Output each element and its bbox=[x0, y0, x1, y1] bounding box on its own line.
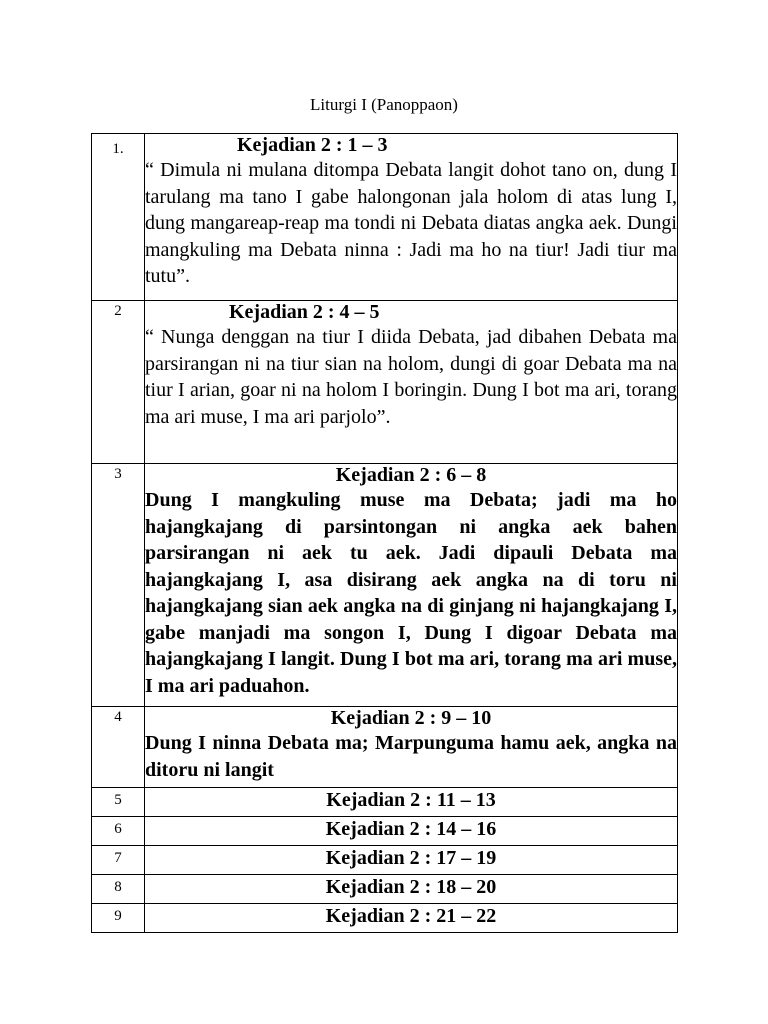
row-number: 9 bbox=[92, 904, 145, 933]
row-content bbox=[145, 846, 678, 875]
passage-text: “ Dimula ni mulana ditompa Debata langit dohot tano on, dung I tarulang ma tano I gabe halongonan jala holom di atas lung I, dung mangareap-reap ma tondi ni Debata diatas angka aek. Dungi mangkuling ma Debata ninna : Jadi ma ho na tiur! Jadi tiur ma tutu”. bbox=[145, 159, 677, 287]
scripture-reference: Kejadian 2 : 11 – 13 bbox=[326, 789, 496, 811]
row-content bbox=[145, 301, 678, 464]
row-content bbox=[145, 875, 678, 904]
passage-text: Dung I mangkuling muse ma Debata; jadi ma ho hajangkajang di parsintongan ni angka aek bahen parsirangan ni aek tu aek. Jadi dipauli Debata ma hajangkajang I, asa disirang aek angka na di toru ni hajangkajang sian aek angka na di ginjang ni hajangkajang I, gabe manjadi ma songon I, Dung I digoar Debata ma hajangkajang I langit. Dung I bot ma ari, torang ma ari muse, I ma ari paduahon. bbox=[145, 489, 677, 697]
table-row bbox=[92, 875, 678, 904]
scripture-reference: Kejadian 2 : 17 – 19 bbox=[325, 847, 497, 869]
table-row bbox=[92, 134, 678, 301]
row-number: 2 bbox=[92, 301, 145, 464]
scripture-reference: Kejadian 2 : 6 – 8 bbox=[335, 464, 487, 486]
row-content bbox=[145, 817, 678, 846]
row-number: 6 bbox=[92, 817, 145, 846]
table-row bbox=[92, 846, 678, 875]
scripture-reference: Kejadian 2 : 4 – 5 bbox=[229, 301, 380, 323]
row-content bbox=[145, 788, 678, 817]
document-title: Liturgi I (Panoppaon) bbox=[310, 95, 458, 114]
scripture-reference: Kejadian 2 : 18 – 20 bbox=[325, 876, 497, 898]
table-row bbox=[92, 301, 678, 464]
table-row bbox=[92, 904, 678, 933]
passage-text: Dung I ninna Debata ma; Marpunguma hamu aek, angka na ditoru ni langit bbox=[145, 732, 677, 781]
row-number: 4 bbox=[92, 707, 145, 788]
row-content bbox=[145, 904, 678, 933]
liturgy-table bbox=[91, 133, 678, 933]
row-number: 3 bbox=[92, 464, 145, 707]
row-number: 7 bbox=[92, 846, 145, 875]
table-row bbox=[92, 464, 678, 707]
row-number: 5 bbox=[92, 788, 145, 817]
row-content bbox=[145, 464, 678, 707]
row-number: 1. bbox=[92, 134, 145, 301]
scripture-reference: Kejadian 2 : 14 – 16 bbox=[325, 818, 497, 840]
row-content bbox=[145, 134, 678, 301]
table-row bbox=[92, 707, 678, 788]
table-row bbox=[92, 788, 678, 817]
row-number: 8 bbox=[92, 875, 145, 904]
row-content bbox=[145, 707, 678, 788]
table-row bbox=[92, 817, 678, 846]
scripture-reference: Kejadian 2 : 9 – 10 bbox=[330, 707, 492, 729]
passage-text: “ Nunga denggan na tiur I diida Debata, jad dibahen Debata ma parsirangan ni na tiur sian na holom, dungi di goar Debata ma na tiur I arian, goar ni na holom I boringin. Dung I bot ma ari, torang ma ari muse, I ma ari parjolo”. bbox=[145, 326, 677, 428]
scripture-reference: Kejadian 2 : 21 – 22 bbox=[325, 905, 497, 927]
scripture-reference: Kejadian 2 : 1 – 3 bbox=[237, 134, 388, 156]
